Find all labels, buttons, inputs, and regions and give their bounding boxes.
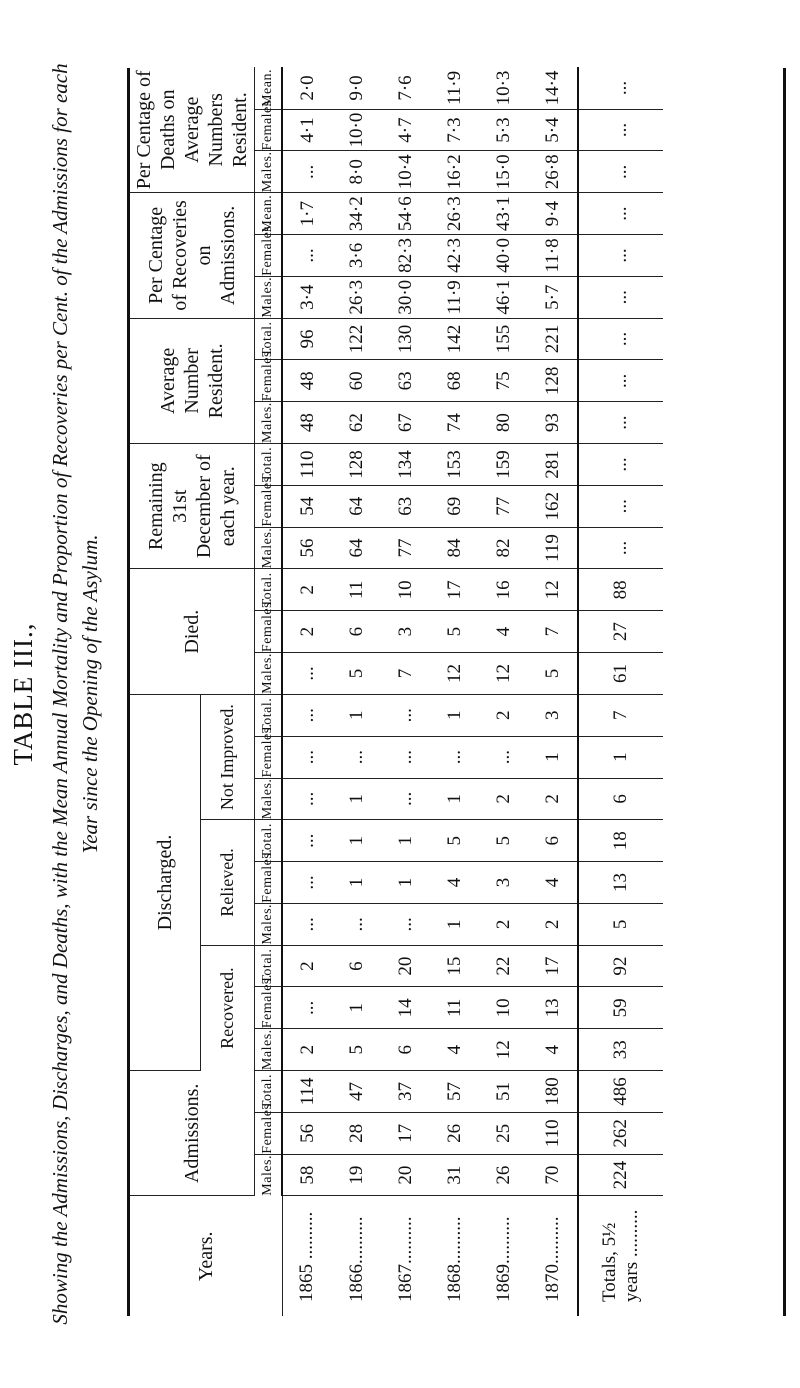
pct-recoveries-mean-label: Mean. [255, 193, 283, 235]
table-cell: 54·6 [381, 193, 430, 235]
table-cell: 59 [578, 987, 663, 1029]
table-cell: 4·1 [282, 109, 332, 151]
remaining-females-label: Females. [255, 485, 283, 527]
recovered-females-label: Females. [255, 987, 283, 1029]
table-cell: 5 [332, 1029, 381, 1071]
table-cell: ... [282, 987, 332, 1029]
table-cell: 130 [381, 318, 430, 360]
discharged-header: Discharged. [130, 694, 200, 1070]
table-cell: 11·8 [528, 235, 578, 277]
table-cell: 142 [430, 318, 479, 360]
table-cell: ... [578, 67, 663, 109]
table-cell: 64 [332, 485, 381, 527]
table-cell: 7·6 [381, 67, 430, 109]
table-cell: 4 [528, 1029, 578, 1071]
table-cell: 5 [578, 903, 663, 945]
died-total-label: Total. [255, 569, 283, 611]
table-cell: 224 [578, 1154, 663, 1196]
table-cell: ... [282, 151, 332, 193]
table-cell: ... [578, 109, 663, 151]
table-cell: ... [381, 736, 430, 778]
remaining-header: Remaining 31st December of each year. [130, 444, 255, 569]
table-cell: 92 [578, 945, 663, 987]
table-cell: 7 [528, 611, 578, 653]
not-improved-males-label: Males. [255, 778, 283, 820]
table-cell: 60 [332, 360, 381, 402]
table-cell: 14·4 [528, 67, 578, 109]
table-cell: 56 [282, 527, 332, 569]
table-cell: 33 [578, 1029, 663, 1071]
table-cell: 30·0 [381, 276, 430, 318]
admissions-total-label: Total. [255, 1071, 283, 1113]
table-cell: ... [282, 653, 332, 695]
table-cell: 6 [578, 778, 663, 820]
table-cell: 82·3 [381, 235, 430, 277]
table-cell: 1 [381, 820, 430, 862]
died-females-label: Females. [255, 611, 283, 653]
table-cell: ... [430, 736, 479, 778]
table-subtitle-line2: Year since the Opening of the Asylum. [78, 534, 102, 854]
table-cell: 20 [381, 945, 430, 987]
table-cell: 61 [578, 653, 663, 695]
table-cell: 28 [332, 1112, 381, 1154]
table-cell: 5 [430, 611, 479, 653]
table-cell: 48 [282, 402, 332, 444]
year-cell: 1869.......... [492, 1216, 514, 1302]
table-cell: 2 [479, 694, 528, 736]
table-cell: ... [381, 903, 430, 945]
year-cell: 1867.......... [394, 1216, 416, 1302]
table-cell: 26 [479, 1154, 528, 1196]
table-cell: 22 [479, 945, 528, 987]
table-cell: ... [332, 903, 381, 945]
table-cell: ... [578, 235, 663, 277]
table-title: TABLE III., [8, 622, 38, 766]
not-improved-total-label: Total. [255, 694, 283, 736]
table-cell: 1 [332, 694, 381, 736]
recovered-header: Recovered. [200, 945, 254, 1070]
table-cell: 77 [479, 485, 528, 527]
average-header: Average Number Resident. [130, 318, 255, 443]
table-cell: 2 [282, 611, 332, 653]
table-cell: 3 [381, 611, 430, 653]
year-cell: 1865 .......... [296, 1211, 318, 1302]
table-cell: 8·0 [332, 151, 381, 193]
table-cell: 11·9 [430, 67, 479, 109]
table-cell: 68 [430, 360, 479, 402]
table-cell: 42·3 [430, 235, 479, 277]
died-header: Died. [130, 569, 255, 694]
table-cell: 9·0 [332, 67, 381, 109]
table-cell: ... [578, 444, 663, 486]
table-cell: 7 [578, 694, 663, 736]
table-cell: 5 [479, 820, 528, 862]
remaining-males-label: Males. [255, 527, 283, 569]
table-cell: 221 [528, 318, 578, 360]
table-cell: ... [578, 402, 663, 444]
table-cell: ... [578, 318, 663, 360]
table-cell: 11 [430, 987, 479, 1029]
average-females-label: Females. [255, 360, 283, 402]
statistics-table [130, 67, 663, 1316]
year-cell: 1866.......... [345, 1216, 367, 1302]
admissions-header: Admissions. [130, 1071, 255, 1196]
table-cell: 4·7 [381, 109, 430, 151]
table-cell: ... [282, 820, 332, 862]
table-cell: 7 [381, 653, 430, 695]
table-cell: 80 [479, 402, 528, 444]
table-cell: 122 [332, 318, 381, 360]
recovered-total-label: Total. [255, 945, 283, 987]
table-cell: ... [282, 862, 332, 904]
table-cell: 180 [528, 1071, 578, 1113]
table-cell: 2 [528, 778, 578, 820]
table-cell: 1 [578, 736, 663, 778]
table-cell: ... [282, 903, 332, 945]
table-cell: 48 [282, 360, 332, 402]
table-cell: ... [578, 360, 663, 402]
table-subtitle-line1: Showing the Admissions, Discharges, and Deaths, with the Mean Annual Mortality and Proportion of Recoveries per Cent. of the Admissions for each [48, 63, 72, 1325]
table-cell: 10·0 [332, 109, 381, 151]
table-cell: 2 [479, 903, 528, 945]
table-cell: 5·4 [528, 109, 578, 151]
table-cell: 19 [332, 1154, 381, 1196]
table-cell: 96 [282, 318, 332, 360]
table-cell: 134 [381, 444, 430, 486]
table-row [282, 67, 332, 1316]
table-cell: 82 [479, 527, 528, 569]
table-cell: 3 [479, 862, 528, 904]
table-cell: 1·7 [282, 193, 332, 235]
table-cell: 128 [332, 444, 381, 486]
table-cell: 159 [479, 444, 528, 486]
died-males-label: Males. [255, 653, 283, 695]
table-row [332, 67, 381, 1316]
table-cell: 26·3 [332, 276, 381, 318]
table-cell: 10 [479, 987, 528, 1029]
table-cell: 34·2 [332, 193, 381, 235]
table-cell: ... [578, 193, 663, 235]
table-cell: ... [578, 276, 663, 318]
table-cell: 88 [578, 569, 663, 611]
table-cell: 12 [479, 1029, 528, 1071]
table-cell: 10 [381, 569, 430, 611]
table-row [479, 67, 528, 1316]
table-cell: 26·8 [528, 151, 578, 193]
recovered-males-label: Males. [255, 1029, 283, 1071]
table-cell: 2 [282, 945, 332, 987]
table-cell: 74 [430, 402, 479, 444]
year-cell: 1868.......... [443, 1216, 465, 1302]
table-cell: 70 [528, 1154, 578, 1196]
table-cell: 1 [528, 736, 578, 778]
table-cell: 3·6 [332, 235, 381, 277]
table-cell: 54 [282, 485, 332, 527]
table-cell: 114 [282, 1071, 332, 1113]
table-cell: 12 [430, 653, 479, 695]
table-cell: 10·3 [479, 67, 528, 109]
table-cell: 5 [430, 820, 479, 862]
admissions-females-label: Females. [255, 1112, 283, 1154]
table-cell: 1 [332, 862, 381, 904]
table-cell: ... [578, 485, 663, 527]
table-cell: 75 [479, 360, 528, 402]
table-cell: 128 [528, 360, 578, 402]
table-cell: 2 [479, 778, 528, 820]
table-cell: 37 [381, 1071, 430, 1113]
table-cell: ... [282, 736, 332, 778]
pct-deaths-females-label: Females. [255, 109, 283, 151]
table-cell: 281 [528, 444, 578, 486]
pct-recoveries-header: Per Centage of Recoveries on Admissions. [130, 193, 255, 318]
table-cell: 13 [578, 862, 663, 904]
table-cell: 57 [430, 1071, 479, 1113]
table-cell: 110 [282, 444, 332, 486]
table-cell: 155 [479, 318, 528, 360]
admissions-males-label: Males. [255, 1154, 283, 1196]
table-cell: 51 [479, 1071, 528, 1113]
table-cell: 58 [282, 1154, 332, 1196]
bottom-rule [783, 68, 786, 1316]
table-cell: ... [479, 736, 528, 778]
table-cell: 27 [578, 611, 663, 653]
table-cell: 4 [430, 862, 479, 904]
table-cell: 1 [430, 903, 479, 945]
table-cell: 56 [282, 1112, 332, 1154]
not-improved-females-label: Females. [255, 736, 283, 778]
years-header: Years. [130, 1196, 282, 1316]
table-cell: 11 [332, 569, 381, 611]
table-cell: 5·7 [528, 276, 578, 318]
table-cell: 63 [381, 360, 430, 402]
table-cell: 3·4 [282, 276, 332, 318]
table-cell: 15·0 [479, 151, 528, 193]
table-cell: 62 [332, 402, 381, 444]
table-cell: ... [381, 778, 430, 820]
table-cell: 10·4 [381, 151, 430, 193]
table-cell: 4 [479, 611, 528, 653]
table-cell: ... [381, 694, 430, 736]
totals-row [578, 67, 663, 1316]
average-males-label: Males. [255, 402, 283, 444]
table-cell: ... [282, 235, 332, 277]
relieved-males-label: Males. [255, 903, 283, 945]
table-cell: 77 [381, 527, 430, 569]
table-cell: 17 [528, 945, 578, 987]
table-cell: 11·9 [430, 276, 479, 318]
table-cell: 13 [528, 987, 578, 1029]
table-cell: 5·3 [479, 109, 528, 151]
table-cell: 6 [332, 945, 381, 987]
table-cell: ... [332, 736, 381, 778]
table-cell: 153 [430, 444, 479, 486]
table-cell: ... [578, 527, 663, 569]
table-cell: 6 [332, 611, 381, 653]
table-cell: 67 [381, 402, 430, 444]
table-row [381, 67, 430, 1316]
remaining-total-label: Total. [255, 444, 283, 486]
table-cell: 6 [528, 820, 578, 862]
table-cell: 17 [430, 569, 479, 611]
table-cell: 25 [479, 1112, 528, 1154]
table-cell: 119 [528, 527, 578, 569]
table-cell: 12 [528, 569, 578, 611]
relieved-females-label: Females. [255, 862, 283, 904]
table-cell: 31 [430, 1154, 479, 1196]
table-row [430, 67, 479, 1316]
table-cell: 7·3 [430, 109, 479, 151]
table-cell: 4 [430, 1029, 479, 1071]
table-cell: 63 [381, 485, 430, 527]
table-cell: 46·1 [479, 276, 528, 318]
table-cell: 162 [528, 485, 578, 527]
table-cell: 14 [381, 987, 430, 1029]
relieved-total-label: Total. [255, 820, 283, 862]
header-row-labels [255, 67, 283, 1316]
table-cell: 262 [578, 1112, 663, 1154]
table-cell: 1 [430, 778, 479, 820]
table-cell: 15 [430, 945, 479, 987]
table-cell: 2·0 [282, 67, 332, 109]
pct-deaths-header: Per Centage of Deaths on Average Numbers Resident. [130, 67, 255, 192]
table-cell: 26 [430, 1112, 479, 1154]
table-cell: 1 [332, 987, 381, 1029]
table-cell: 1 [430, 694, 479, 736]
table-cell: 1 [332, 778, 381, 820]
table-cell: 2 [528, 903, 578, 945]
pct-deaths-males-label: Males. [255, 151, 283, 193]
table-cell: 93 [528, 402, 578, 444]
year-cell: 1870.......... [541, 1216, 563, 1302]
table-cell: ... [282, 694, 332, 736]
table-cell: 6 [381, 1029, 430, 1071]
header-row-groups [130, 67, 200, 1316]
table-cell: 16·2 [430, 151, 479, 193]
table-cell: 3 [528, 694, 578, 736]
table-row [528, 67, 578, 1316]
table-cell: 2 [282, 569, 332, 611]
table-cell: 486 [578, 1071, 663, 1113]
table-cell: 69 [430, 485, 479, 527]
pct-deaths-mean-label: Mean. [255, 67, 283, 109]
table-cell: 40·0 [479, 235, 528, 277]
table-body [282, 67, 663, 1316]
table-cell: 9·4 [528, 193, 578, 235]
pct-recoveries-females-label: Females. [255, 235, 283, 277]
table-cell: 1 [381, 862, 430, 904]
not-improved-header: Not Improved. [200, 694, 254, 819]
table-cell: ... [578, 151, 663, 193]
table-cell: 47 [332, 1071, 381, 1113]
year-cell: Totals, 5½ years .......... [578, 1196, 663, 1316]
table-cell: 18 [578, 820, 663, 862]
table-cell: 16 [479, 569, 528, 611]
table-cell: 43·1 [479, 193, 528, 235]
average-total-label: Total. [255, 318, 283, 360]
pct-recoveries-males-label: Males. [255, 276, 283, 318]
table-cell: 17 [381, 1112, 430, 1154]
table-cell: 84 [430, 527, 479, 569]
table-cell: 2 [282, 1029, 332, 1071]
table-cell: 26·3 [430, 193, 479, 235]
table-cell: 4 [528, 862, 578, 904]
table-cell: 64 [332, 527, 381, 569]
table-cell: ... [282, 778, 332, 820]
table-cell: 5 [332, 653, 381, 695]
table-cell: 20 [381, 1154, 430, 1196]
relieved-header: Relieved. [200, 820, 254, 945]
table-cell: 1 [332, 820, 381, 862]
table-cell: 5 [528, 653, 578, 695]
table-cell: 12 [479, 653, 528, 695]
table-cell: 110 [528, 1112, 578, 1154]
